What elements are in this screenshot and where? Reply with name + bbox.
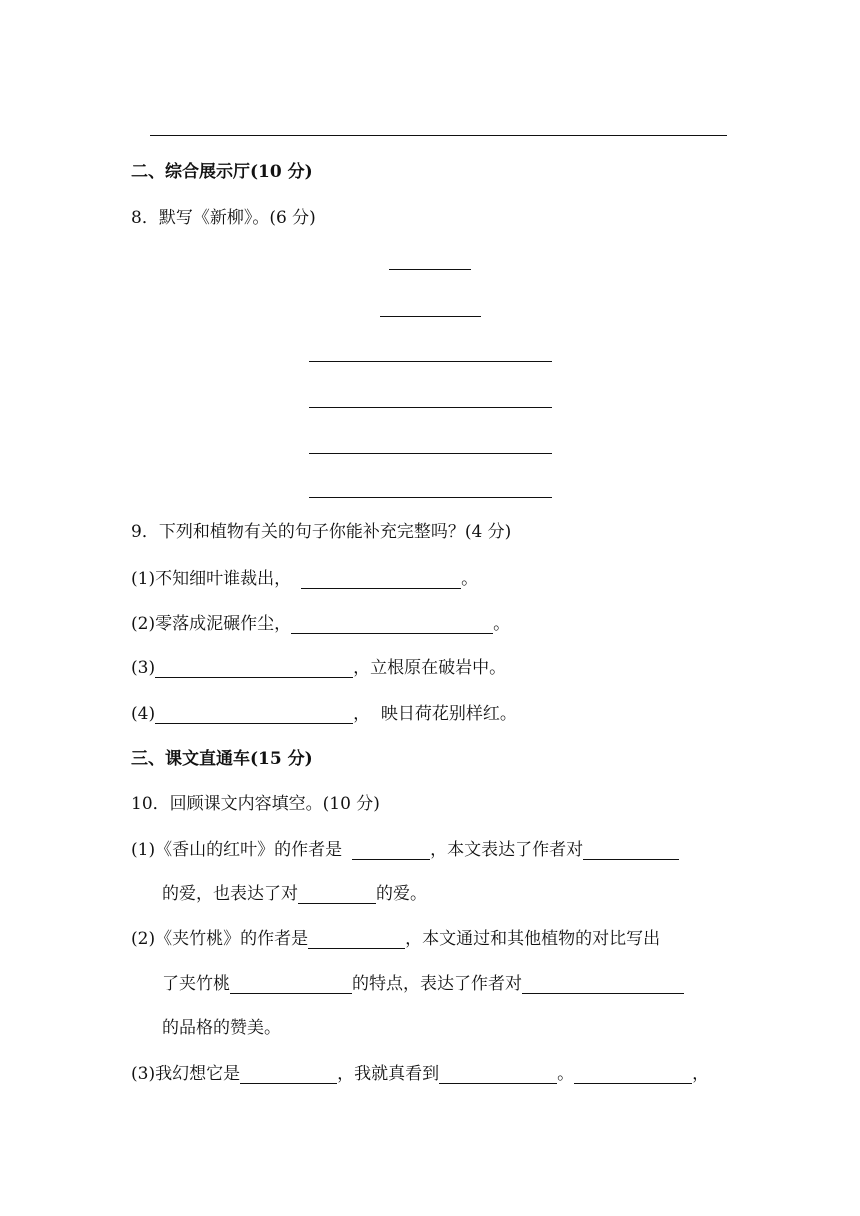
q10-item-2-line-1 bbox=[131, 929, 660, 949]
q10-item-3-text-b: ，我就真看到 bbox=[337, 1064, 440, 1084]
q10-item-3-text-a: (3)我幻想它是 bbox=[131, 1064, 241, 1084]
q8-blank-4[interactable] bbox=[309, 407, 552, 408]
q10-item-2-blank-object[interactable] bbox=[522, 977, 684, 994]
q10-item-1-text-a: (1)《香山的红叶》的作者是 bbox=[131, 840, 343, 860]
q9-item-3-text: ，立根原在破岩中。 bbox=[353, 658, 507, 678]
q10-item-1-text-b: ，本文表达了作者对 bbox=[430, 840, 584, 860]
section-3-title: 三、课文直通车(15 分) bbox=[131, 749, 313, 769]
q10-item-3-text-c: 。 bbox=[557, 1064, 575, 1084]
answer-line-top bbox=[150, 135, 727, 136]
q10-item-1-blank-object[interactable] bbox=[583, 843, 679, 860]
q9-item-4-text: ， 映日荷花别样红。 bbox=[353, 704, 517, 724]
q10-item-1-text-c: 的爱，也表达了对 bbox=[162, 884, 298, 904]
q8-blank-2[interactable] bbox=[380, 316, 481, 317]
q10-item-2-text-a: (2)《夹竹桃》的作者是 bbox=[131, 929, 309, 949]
q10-item-1-text-d: 的爱。 bbox=[376, 884, 427, 904]
question-9: 9．下列和植物有关的句子你能补充完整吗？(4 分) bbox=[131, 522, 512, 542]
q9-item-1-end: 。 bbox=[461, 569, 479, 589]
q10-item-2-line-2 bbox=[162, 974, 684, 994]
q9-item-3-blank[interactable] bbox=[155, 661, 353, 678]
q9-item-1-blank[interactable] bbox=[301, 572, 461, 589]
q10-item-1-blank-author[interactable] bbox=[352, 843, 430, 860]
q10-item-1-blank-love[interactable] bbox=[298, 887, 376, 904]
q8-blank-5[interactable] bbox=[309, 453, 552, 454]
q10-item-1-line-1 bbox=[131, 840, 679, 860]
q9-item-4 bbox=[131, 704, 517, 724]
q9-item-3-num: (3) bbox=[131, 658, 156, 678]
q10-item-3-blank-1[interactable] bbox=[240, 1067, 337, 1084]
q10-item-3-blank-3[interactable] bbox=[574, 1067, 692, 1084]
q10-item-2-blank-feature[interactable] bbox=[230, 977, 352, 994]
q8-blank-1[interactable] bbox=[389, 269, 471, 270]
q10-item-3-line-1 bbox=[131, 1064, 709, 1084]
q8-blank-6[interactable] bbox=[309, 497, 552, 498]
q10-item-2-text-b: ，本文通过和其他植物的对比写出 bbox=[405, 929, 661, 949]
q10-item-3-blank-2[interactable] bbox=[439, 1067, 557, 1084]
section-2-title: 二、综合展示厅(10 分) bbox=[131, 162, 313, 182]
q9-item-1 bbox=[131, 569, 478, 589]
question-8: 8．默写《新柳》。(6 分) bbox=[131, 208, 316, 228]
q9-item-2-blank[interactable] bbox=[291, 617, 493, 634]
question-10: 10．回顾课文内容填空。(10 分) bbox=[131, 794, 380, 814]
q10-item-2-blank-author[interactable] bbox=[308, 932, 405, 949]
q10-item-2-line-3 bbox=[162, 1018, 281, 1038]
q9-item-2-text: (2)零落成泥碾作尘， bbox=[131, 614, 292, 634]
q9-item-3 bbox=[131, 658, 506, 678]
q10-item-2-text-c: 了夹竹桃 bbox=[162, 974, 230, 994]
q10-item-1-line-2 bbox=[162, 884, 427, 904]
q10-item-2-text-e: 的品格的赞美。 bbox=[162, 1018, 281, 1038]
q10-item-3-text-d: ， bbox=[692, 1064, 710, 1084]
q10-item-2-text-d: 的特点，表达了作者对 bbox=[352, 974, 522, 994]
q9-item-1-text: (1)不知细叶谁裁出， bbox=[131, 569, 292, 589]
q9-item-2-end: 。 bbox=[493, 614, 511, 634]
q9-item-4-blank[interactable] bbox=[155, 707, 353, 724]
q9-item-4-num: (4) bbox=[131, 704, 156, 724]
q9-item-2 bbox=[131, 614, 510, 634]
q8-blank-3[interactable] bbox=[309, 361, 552, 362]
